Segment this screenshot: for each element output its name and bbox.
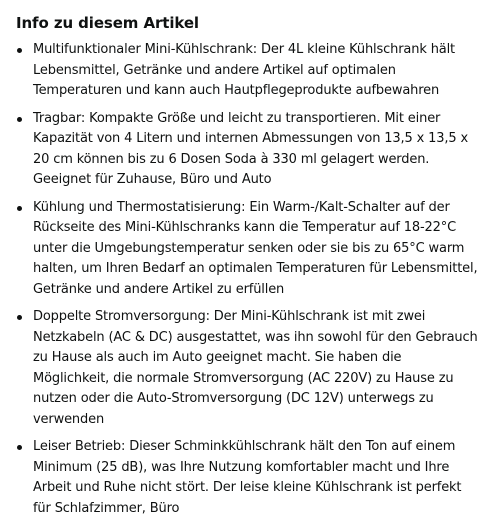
bullet-dot-icon bbox=[17, 206, 22, 211]
bullet-text: Kühlung und Thermostatisierung: Ein Warm-/Kalt-Schalter auf der Rückseite des Mini-Kühlschranks kann die Temperatur auf 18-22°C unter die Umgebungstemperatur senken oder sie bis zu 65°C warm halten, um Ihren Bedarf an optimalen Temperaturen für Lebensmittel, Getränke und andere Artikel zu erfüllen bbox=[33, 199, 478, 297]
list-item bbox=[16, 437, 478, 519]
bullet-dot-icon bbox=[17, 315, 22, 320]
bullet-text: Leiser Betrieb: Dieser Schminkkühlschrank hält den Ton auf einem Minimum (25 dB), was Ihre Nutzung komfortabler macht und Ihre Arbeit und Ruhe nicht stört. Der leise kleine Kühlschrank ist perfekt für Schlafzimmer, Büro bbox=[33, 439, 462, 516]
section-title: Info zu diesem Artikel bbox=[16, 14, 199, 32]
bullet-dot-icon bbox=[17, 48, 22, 53]
list-item bbox=[16, 40, 478, 102]
bullet-text: Tragbar: Kompakte Größe und leicht zu transportieren. Mit einer Kapazität von 4 Litern und internen Abmessungen von 13,5 x 13,5 x 20 cm können bis zu 6 Dosen Soda à 330 ml gelagert werden. Geeignet für Zuhause, Büro und Auto bbox=[33, 110, 468, 187]
bullet-dot-icon bbox=[17, 445, 22, 450]
list-item bbox=[16, 109, 478, 191]
feature-bullet-list bbox=[16, 40, 478, 519]
bullet-text: Doppelte Stromversorgung: Der Mini-Kühlschrank ist mit zwei Netzkabeln (AC & DC) ausgestattet, was ihn sowohl für den Gebrauch zu Hause als auch im Auto geeignet macht. Sie haben die Möglichkeit, die normale Stromversorgung (AC 220V) zu Hause zu nutzen oder die Auto-Stromversorgung (DC 12V) unterwegs zu verwenden bbox=[33, 309, 478, 427]
bullet-dot-icon bbox=[17, 117, 22, 122]
product-info-section bbox=[16, 12, 478, 526]
list-item bbox=[16, 307, 478, 430]
bullet-text: Multifunktionaler Mini-Kühlschrank: Der 4L kleine Kühlschrank hält Lebensmittel, Getränke und andere Artikel auf optimalen Temperaturen und kann auch Hautpflegeprodukte aufbewahren bbox=[33, 42, 456, 98]
list-item bbox=[16, 198, 478, 301]
